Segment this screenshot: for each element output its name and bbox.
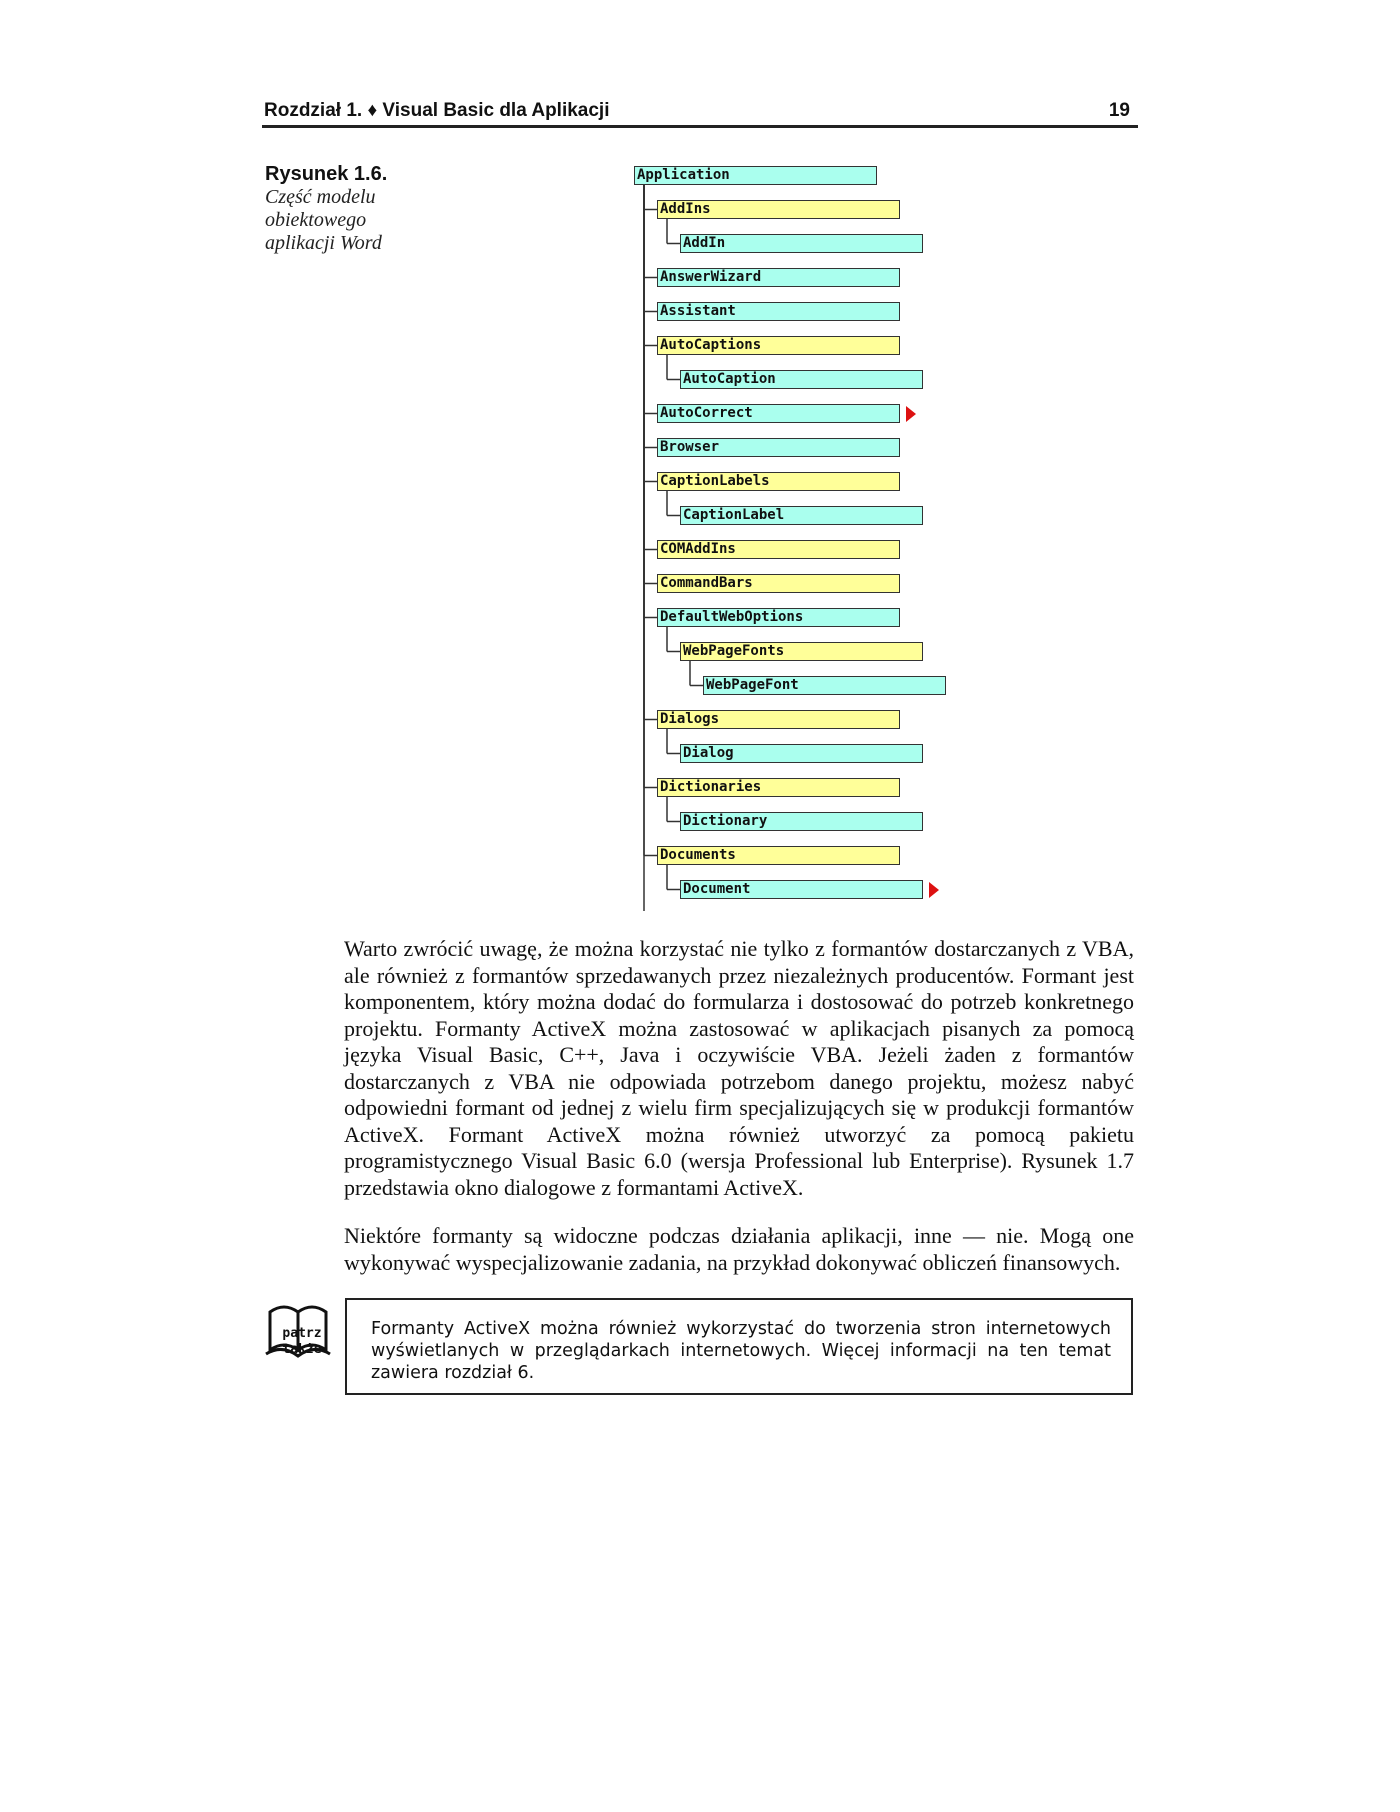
figure-caption-text: Część modelu obiektowego aplikacji Word [265, 186, 382, 254]
more-arrow-icon [906, 406, 916, 422]
more-arrow-icon [929, 882, 939, 898]
see-also-label: patrz także [282, 1326, 322, 1357]
figure-number: Rysunek 1.6. [265, 163, 388, 185]
object-node-defaultweboptions: DefaultWebOptions [657, 608, 900, 627]
figure-caption [265, 162, 465, 255]
object-node-assistant: Assistant [657, 302, 900, 321]
object-node-dictionary: Dictionary [680, 812, 923, 831]
chapter-title: Rozdział 1. ♦ Visual Basic dla Aplikacji [264, 100, 610, 121]
object-node-documents: Documents [657, 846, 900, 865]
paragraph-2: Niektóre formanty są widoczne podczas działania aplikacji, inne — nie. Mogą one wykonywać wyspecjalizowanie zadania, na przykład dokonywać obliczeń finansowych. [344, 1223, 1134, 1275]
note-text: Formanty ActiveX można również wykorzystać do tworzenia stron internetowych wyświetlanych w przeglądarkach internetowych. Więcej informacji na ten temat zawiera rozdział 6. [371, 1319, 1111, 1383]
object-model-diagram [620, 160, 980, 920]
object-node-captionlabels: CaptionLabels [657, 472, 900, 491]
object-node-autocaption: AutoCaption [680, 370, 923, 389]
object-node-dictionaries: Dictionaries [657, 778, 900, 797]
page-number: 19 [1108, 100, 1130, 121]
object-node-addin: AddIn [680, 234, 923, 253]
object-node-webpagefont: WebPageFont [703, 676, 946, 695]
body-text [344, 936, 1134, 1298]
object-node-autocaptions: AutoCaptions [657, 336, 900, 355]
object-node-document: Document [680, 880, 923, 899]
object-node-addins: AddIns [657, 200, 900, 219]
header-rule [262, 125, 1138, 128]
note-box [345, 1298, 1133, 1395]
object-node-captionlabel: CaptionLabel [680, 506, 923, 525]
object-node-dialogs: Dialogs [657, 710, 900, 729]
object-node-browser: Browser [657, 438, 900, 457]
object-node-webpagefonts: WebPageFonts [680, 642, 923, 661]
object-node-comaddins: COMAddIns [657, 540, 900, 559]
object-node-autocorrect: AutoCorrect [657, 404, 900, 423]
object-node-answerwizard: AnswerWizard [657, 268, 900, 287]
object-node-commandbars: CommandBars [657, 574, 900, 593]
object-node-application: Application [634, 166, 877, 185]
running-header [264, 98, 1134, 128]
paragraph-1: Warto zwrócić uwagę, że można korzystać nie tylko z formantów dostarczanych z VBA, ale również z formantów sprzedawanych przez niezależnych producentów. Formant jest komponentem, który można dodać do formularza i dostosować do potrzeb konkretnego projektu. Formanty ActiveX można zastosować w aplikacjach pisanych za pomocą języka Visual Basic, C++, Java i oczywiście VBA. Jeżeli żaden z formantów dostarczanych z VBA nie odpowiada potrzebom danego projektu, możesz nabyć odpowiedni formant od jednej z wielu firm specjalizujących się w produkcji formantów ActiveX. Formant ActiveX można również utworzyć za pomocą pakietu programistycznego Visual Basic 6.0 (wersja Professional lub Enterprise). Rysunek 1.7 przedstawia okno dialogowe z formantami ActiveX. [344, 936, 1134, 1200]
book-icon [264, 1298, 334, 1378]
object-node-dialog: Dialog [680, 744, 923, 763]
